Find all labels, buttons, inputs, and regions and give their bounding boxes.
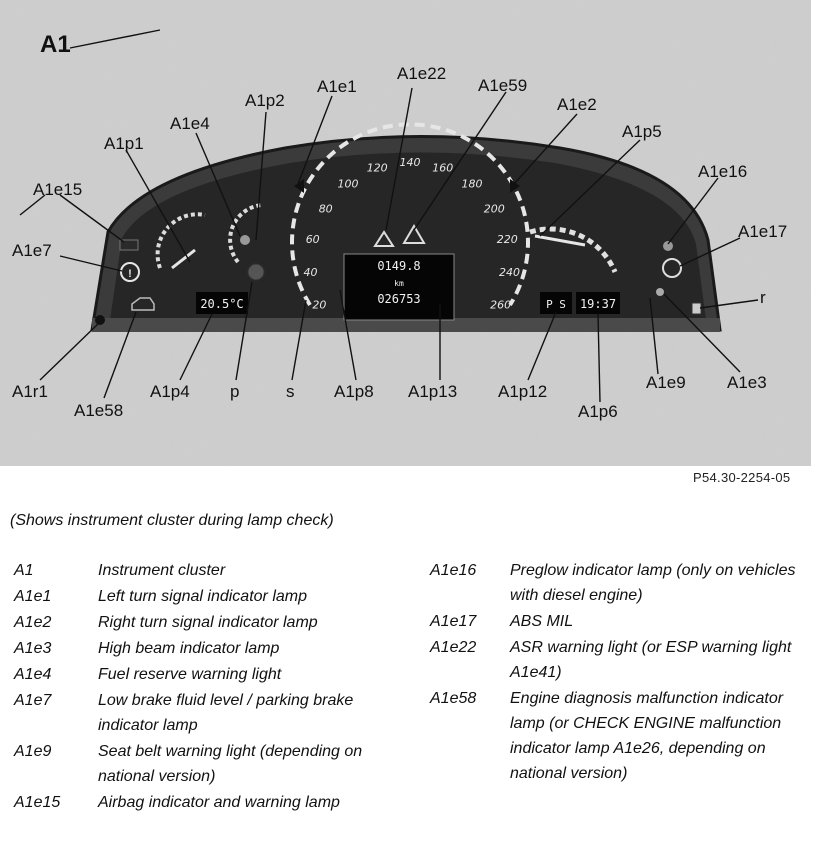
callout-a1p6: A1p6 xyxy=(578,402,618,421)
legend-code: A1e17 xyxy=(430,613,477,630)
speedo-tick-label: 200 xyxy=(483,202,505,216)
legend-description: Right turn signal indicator lamp xyxy=(98,614,318,631)
callout-a1e17: A1e17 xyxy=(738,222,788,241)
callout-s: s xyxy=(286,382,295,401)
speedo-tick-label: 240 xyxy=(499,266,520,280)
legend-description: Seat belt warning light (depending on national version) xyxy=(98,743,363,785)
speedo-tick-label: 220 xyxy=(496,232,518,246)
legend-description: Low brake fluid level / parking brake indicator lamp xyxy=(98,692,354,734)
callout-a1e7: A1e7 xyxy=(12,241,52,260)
gear-display: P S xyxy=(546,298,566,311)
callout-a1e4: A1e4 xyxy=(170,114,210,133)
callout-p: p xyxy=(230,382,240,401)
callout-a1e3: A1e3 xyxy=(727,373,767,392)
preglow-lamp-icon xyxy=(663,241,673,251)
odometer-display: 026753 xyxy=(377,292,421,306)
panel-label: A1 xyxy=(40,31,71,58)
high-beam-lamp-icon xyxy=(656,288,664,296)
legend-code: A1e7 xyxy=(14,692,52,709)
speedo-tick-label: 60 xyxy=(305,232,320,246)
unit-display: km xyxy=(394,279,404,288)
callout-r: r xyxy=(760,288,766,307)
speedo-tick-label: 180 xyxy=(461,177,483,191)
svg-text:!: ! xyxy=(128,268,132,280)
speedo-tick-label: 160 xyxy=(432,161,454,175)
callout-a1p13: A1p13 xyxy=(408,382,458,401)
callout-a1e15: A1e15 xyxy=(33,180,83,199)
legend-description: ABS MIL xyxy=(510,613,574,630)
callout-a1e2: A1e2 xyxy=(557,95,597,114)
callout-a1p2: A1p2 xyxy=(245,91,285,110)
callout-a1r1: A1r1 xyxy=(12,382,48,401)
speedo-tick-label: 260 xyxy=(490,298,512,312)
callout-a1p1: A1p1 xyxy=(104,134,144,153)
reset-knob-a1r1 xyxy=(95,315,105,325)
callout-a1p12: A1p12 xyxy=(498,382,548,401)
legend-description: Airbag indicator and warning lamp xyxy=(98,794,340,811)
legend-description: Fuel reserve warning light xyxy=(98,666,282,683)
callout-a1e22: A1e22 xyxy=(397,64,447,83)
speedo-tick-label: 120 xyxy=(366,161,388,175)
callout-a1p8: A1p8 xyxy=(334,382,374,401)
fuel-reserve-lamp-icon xyxy=(240,235,250,245)
callout-a1e1: A1e1 xyxy=(317,77,357,96)
knob-p xyxy=(248,264,264,280)
legend-description: ASR warning light (or ESP warning light A1e41) xyxy=(510,639,792,681)
callout-a1e58: A1e58 xyxy=(74,401,124,420)
callout-a1p5: A1p5 xyxy=(622,122,662,141)
speedo-tick-label: 20 xyxy=(312,298,327,312)
legend-code: A1e4 xyxy=(14,666,52,683)
speedo-tick-label: 40 xyxy=(303,266,318,280)
legend-code: A1e58 xyxy=(430,690,477,707)
legend-code: A1e15 xyxy=(14,794,61,811)
legend-description: Instrument cluster xyxy=(98,562,226,579)
legend-description: Left turn signal indicator lamp xyxy=(98,588,307,605)
legend-code: A1e2 xyxy=(14,614,52,631)
clock-display: 19:37 xyxy=(579,297,617,311)
temperature-display: 20.5°C xyxy=(200,297,244,311)
legend-description: Engine diagnosis malfunction indicator lamp (or CHECK ENGINE malfunction indicator lamp A1e26, depending on national version) xyxy=(510,690,784,782)
callout-a1e9: A1e9 xyxy=(646,373,686,392)
legend-right xyxy=(424,558,824,856)
legend-description: High beam indicator lamp xyxy=(98,640,280,657)
speedo-tick-label: 100 xyxy=(337,177,359,191)
reset-button-r xyxy=(692,303,701,314)
trip-display: 0149.8 xyxy=(377,259,421,273)
callout-a1e16: A1e16 xyxy=(698,162,748,181)
callout-a1p4: A1p4 xyxy=(150,382,190,401)
callout-a1e59: A1e59 xyxy=(478,76,528,95)
legend-code: A1e16 xyxy=(430,562,477,579)
legend-code: A1e9 xyxy=(14,743,52,760)
speedo-tick-label: 140 xyxy=(399,156,421,169)
legend-code: A1e1 xyxy=(14,588,52,605)
speedo-tick-label: 80 xyxy=(318,202,333,216)
legend-code: A1 xyxy=(14,562,34,579)
legend-description: Preglow indicator lamp (only on vehicles with diesel engine) xyxy=(510,562,796,604)
legend-code: A1e22 xyxy=(430,639,477,656)
legend-code: A1e3 xyxy=(14,640,52,657)
legend-left xyxy=(0,558,400,856)
figure-reference: P54.30-2254-05 xyxy=(693,470,791,485)
figure-caption: (Shows instrument cluster during lamp check) xyxy=(10,512,334,529)
